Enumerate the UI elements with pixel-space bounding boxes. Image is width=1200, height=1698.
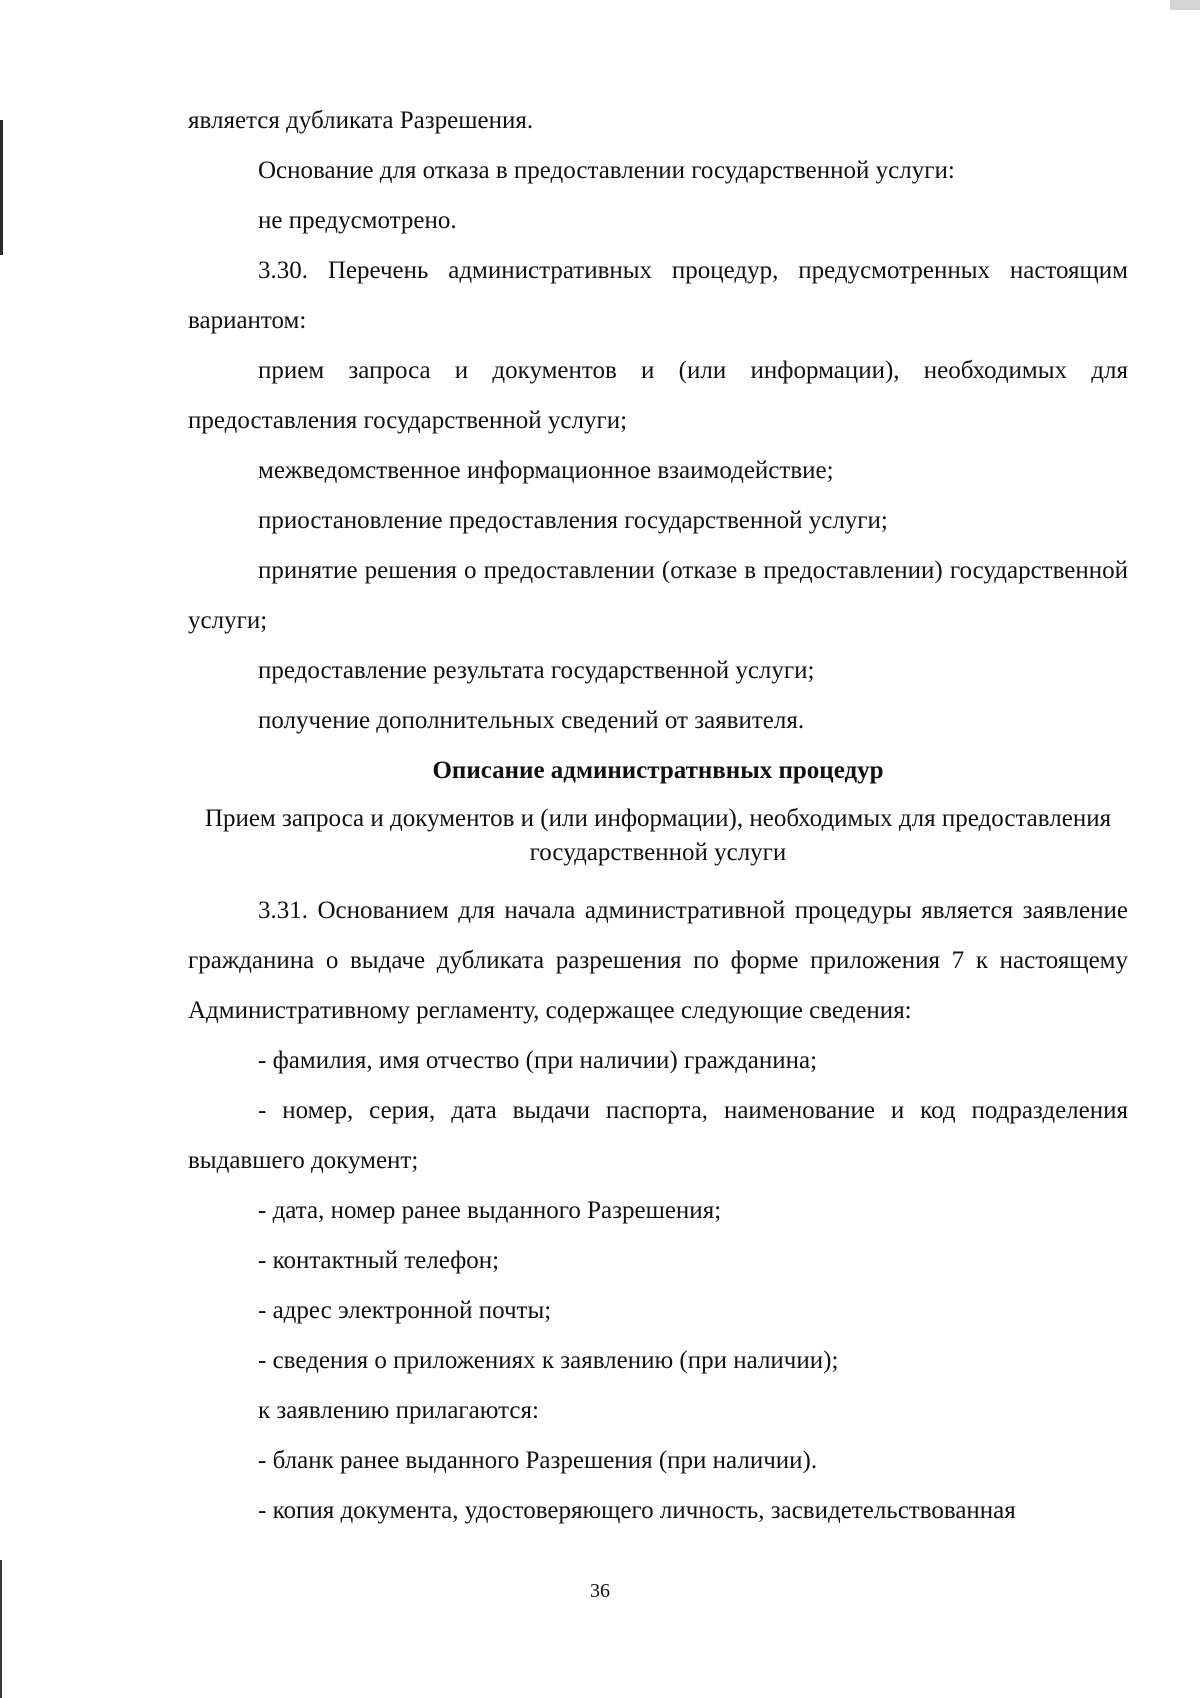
section-heading: Описание администратнвных процедур bbox=[432, 757, 884, 784]
paragraph: к заявлению прилагаются: bbox=[258, 1397, 539, 1424]
paragraph: Основание для отказа в предоставлении государственной услуги: bbox=[258, 157, 955, 184]
list-item: - адрес электронной почты; bbox=[258, 1297, 552, 1324]
list-item: - копия документа, удостоверяющего личность, засвидетельствованная bbox=[258, 1497, 1016, 1524]
paragraph: принятие решения о предоставлении (отказе в предоставлении) государственной услуги; bbox=[188, 557, 1128, 634]
paragraph: прием запроса и документов и (или информации), необходимых для предоставления государственной услуги; bbox=[188, 357, 1128, 434]
subsection-heading: Прием запроса и документов и (или информации), необходимых для предоставления государственной услуги bbox=[204, 805, 1112, 866]
list-item: - сведения о приложениях к заявлению (при наличии); bbox=[258, 1347, 839, 1374]
paragraph: предоставление результата государственной услуги; bbox=[258, 657, 815, 684]
paragraph: получение дополнительных сведений от заявителя. bbox=[258, 707, 805, 734]
list-item: - бланк ранее выданного Разрешения (при наличии). bbox=[258, 1447, 818, 1474]
list-item: - номер, серия, дата выдачи паспорта, наименование и код подразделения выдавшего документ; bbox=[188, 1097, 1128, 1174]
paragraph: межведомственное информационное взаимодействие; bbox=[258, 457, 834, 484]
page-number: 36 bbox=[590, 1580, 610, 1602]
paragraph: 3.31. Основанием для начала административной процедуры является заявление гражданина о выдаче дубликата разрешения по форме приложения 7 к настоящему Административному регламенту, содержащее следующие сведения: bbox=[188, 897, 1128, 1024]
paragraph: является дубликата Разрешения. bbox=[188, 107, 534, 134]
scan-edge-mark bbox=[1170, 0, 1200, 10]
text-column bbox=[188, 96, 1128, 1536]
paragraph: не предусмотрено. bbox=[258, 207, 457, 234]
list-item: - дата, номер ранее выданного Разрешения; bbox=[258, 1197, 722, 1224]
scan-edge-mark bbox=[0, 120, 3, 255]
list-item: - контактный телефон; bbox=[258, 1247, 500, 1274]
list-item: - фамилия, имя отчество (при наличии) гражданина; bbox=[258, 1047, 818, 1074]
paragraph: 3.30. Перечень административных процедур, предусмотренных настоящим вариантом: bbox=[188, 257, 1128, 334]
paragraph: приостановление предоставления государственной услуги; bbox=[258, 507, 888, 534]
